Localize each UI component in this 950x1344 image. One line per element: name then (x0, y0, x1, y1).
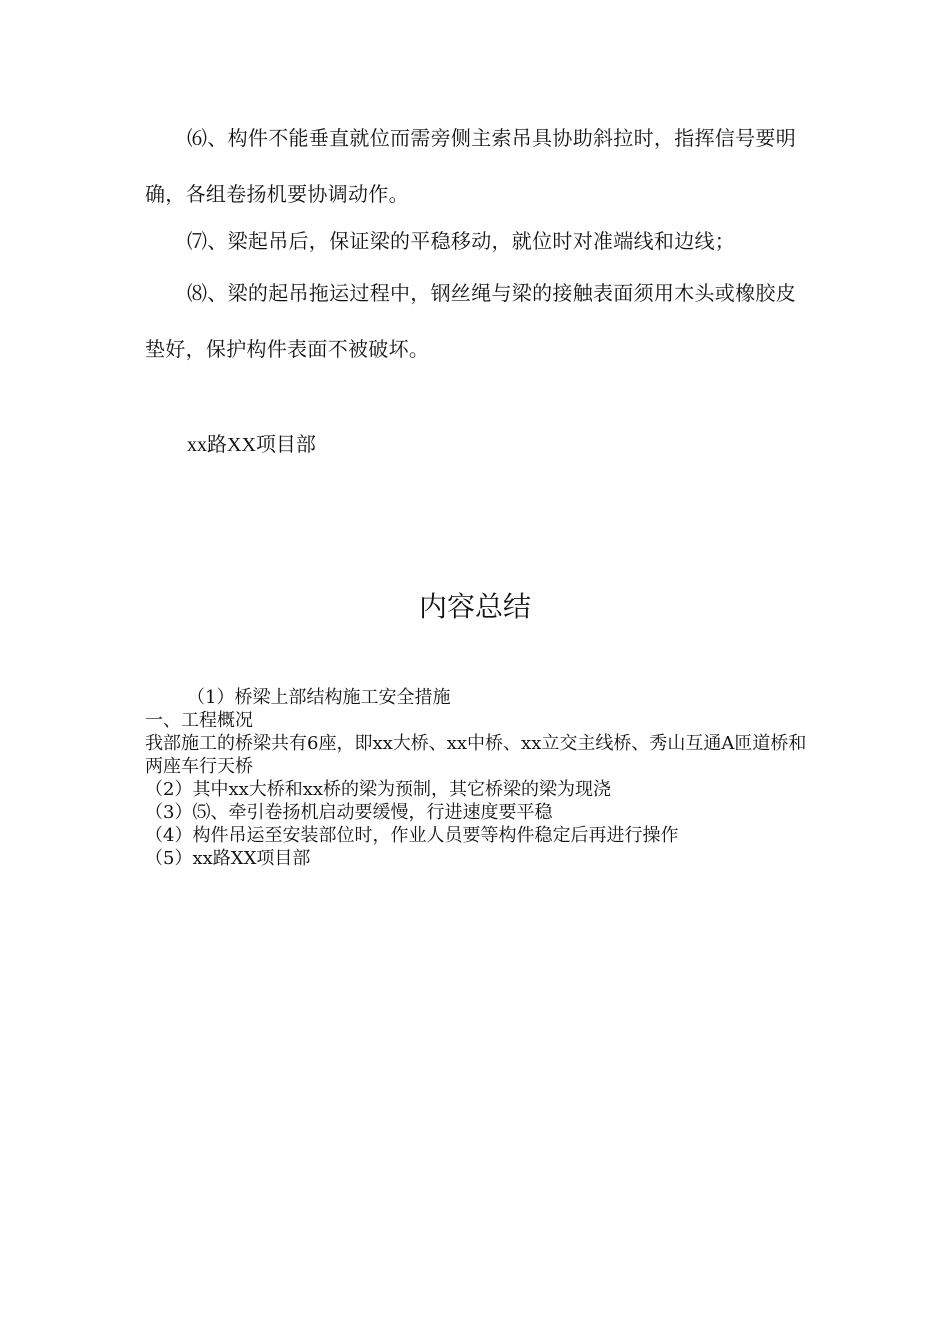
signature: xx路XX项目部 (187, 434, 316, 456)
summary-line: 一、工程概况 (145, 710, 253, 731)
paragraph-8: ⑻、梁的起吊拖运过程中，钢丝绳与梁的接触表面须用木头或橡胶皮垫好，保护构件表面不被破坏。 (145, 281, 796, 361)
paragraph-6: ⑹、构件不能垂直就位而需旁侧主索吊具协助斜拉时，指挥信号要明确，各组卷扬机要协调动作。 (145, 126, 796, 206)
summary-line: 我部施工的桥梁共有6座，即xx大桥、xx中桥、xx立交主线桥、秀山互通A匝道桥和两座车行天桥 (145, 733, 807, 777)
summary-line: （1）桥梁上部结构施工安全措施 (187, 687, 451, 708)
paragraph-7: ⑺、梁起吊后，保证梁的平稳移动，就位时对准端线和边线； (187, 229, 736, 253)
summary-line: （5）xx路XX项目部 (145, 848, 311, 869)
summary-line: （2）其中xx大桥和xx桥的梁为预制，其它桥梁的梁为现浇 (145, 779, 612, 800)
summary-line: （3）⑸、牵引卷扬机启动要缓慢，行进速度要平稳 (145, 802, 553, 823)
summary-title: 内容总结 (418, 590, 531, 623)
summary-line: （4）构件吊运至安装部位时，作业人员要等构件稳定后再进行操作 (145, 825, 679, 846)
summary-list (145, 686, 810, 870)
